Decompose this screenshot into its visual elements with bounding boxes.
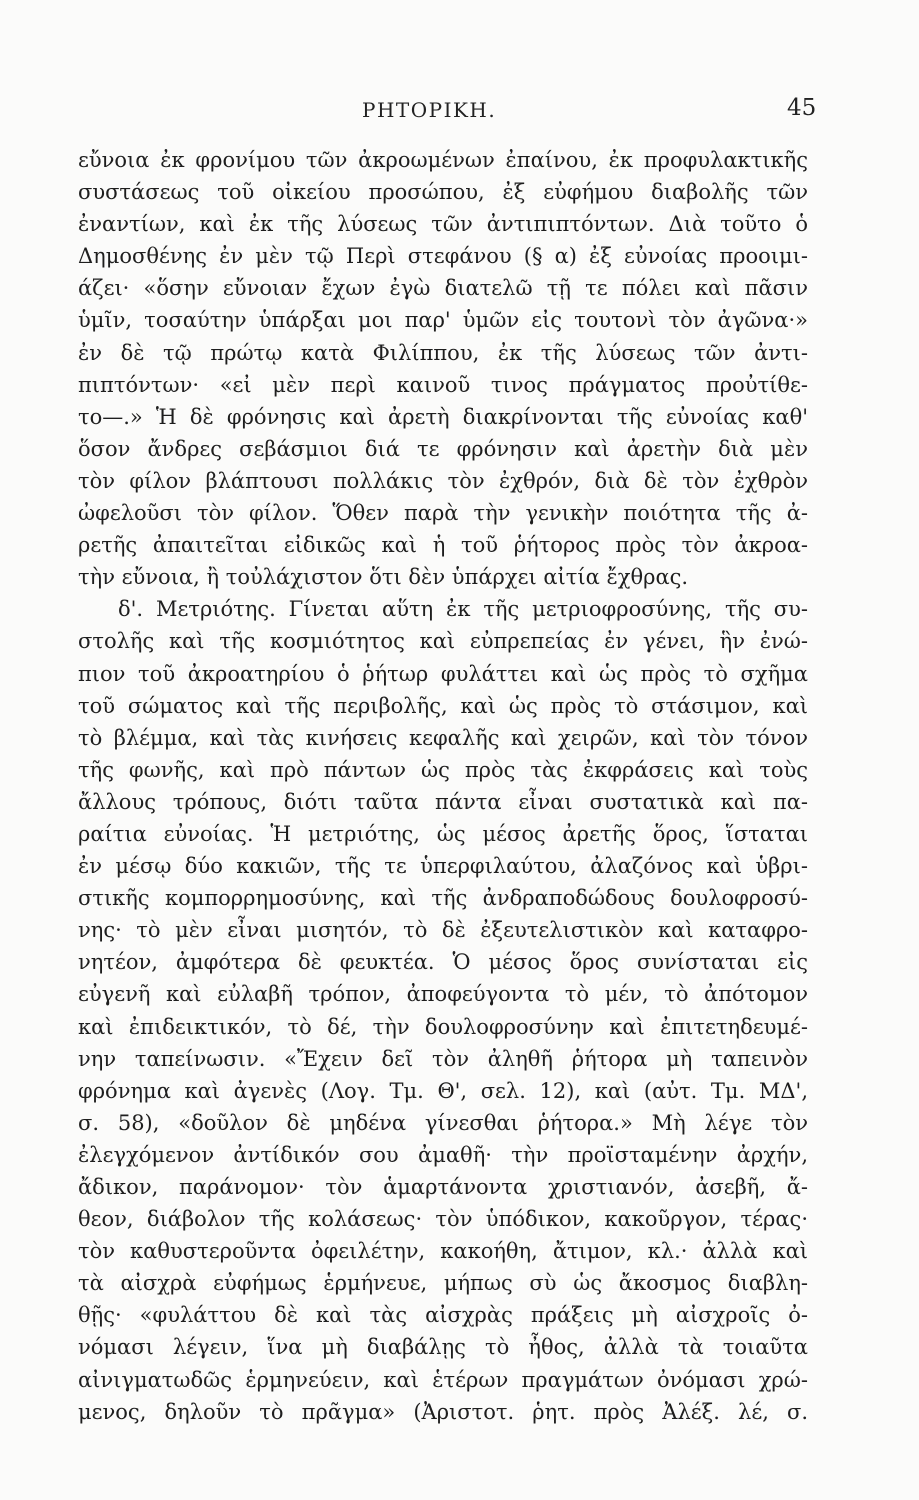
text-line: εὐγενῆ καὶ εὐλαβῆ τρόπον, ἀποφεύγοντα τὸ μέν, τὸ ἀπότομον [78, 982, 808, 1007]
text-line: ἐν δὲ τῷ πρώτῳ κατὰ Φιλίππου, ἐκ τῆς λύσεως τῶν ἀντι- [78, 340, 808, 365]
text-line: θῇς· «φυλάττου δὲ καὶ τὰς αἰσχρὰς πράξεις μὴ αἰσχροῖς ὀ- [78, 1303, 808, 1328]
text-line: μενος, δηλοῦν τὸ πρᾶγμα» (Ἀριστοτ. ῥητ. πρὸς Ἀλέξ. λέ, σ. [78, 1399, 808, 1424]
text-line: τὰ αἰσχρὰ εὐφήμως ἑρμήνευε, μήπως σὺ ὡς ἄκοσμος διαβλη- [78, 1271, 808, 1296]
text-line: ὅσον ἄνδρες σεβάσμιοι διά τε φρόνησιν καὶ ἀρετὴν διὰ μὲν [78, 436, 808, 461]
text-line: ὠφελοῦσι τὸν φίλον. Ὅθεν παρὰ τὴν γενικὴν ποιότητα τῆς ἀ- [78, 501, 808, 526]
text-line: πιπτόντων· «εἰ μὲν περὶ καινοῦ τινος πράγματος προὐτίθε- [78, 372, 808, 397]
section-heading-line: δ'. Μετριότης. Γίνεται αὕτη ἐκ τῆς μετριοφροσύνης, τῆς συ- [118, 597, 808, 622]
text-line: τῆς φωνῆς, καὶ πρὸ πάντων ὡς πρὸς τὰς ἐκφράσεις καὶ τοὺς [78, 757, 808, 782]
running-title: ΡΗΤΟΡΙΚΗ. [362, 98, 497, 122]
text-line: συστάσεως τοῦ οἰκείου προσώπου, ἐξ εὐφήμου διαβολῆς τῶν [78, 180, 808, 205]
text-line: ραίτια εὐνοίας. Ἡ μετριότης, ὡς μέσος ἀρετῆς ὅρος, ἵσταται [78, 821, 808, 846]
text-line: θεον, διάβολον τῆς κολάσεως· τὸν ὑπόδικον, κακοῦργον, τέρας· [78, 1207, 808, 1232]
text-line: το—.» Ἡ δὲ φρόνησις καὶ ἀρετὴ διακρίνονται τῆς εὐνοίας καθ' [78, 404, 808, 429]
text-line: ἐλεγχόμενον ἀντίδικόν σου ἀμαθῆ· τὴν προϊσταμένην ἀρχήν, [78, 1142, 808, 1167]
text-line: σ. 58), «δοῦλον δὲ μηδένα γίνεσθαι ῥήτορα.» Μὴ λέγε τὸν [78, 1110, 808, 1135]
text-line: νης· τὸ μὲν εἶναι μισητόν, τὸ δὲ ἐξευτελιστικὸν καὶ καταφρο- [78, 918, 808, 943]
text-line: ὑμῖν, τοσαύτην ὑπάρξαι μοι παρ' ὑμῶν εἰς τουτονὶ τὸν ἀγῶνα·» [78, 308, 808, 333]
text-line: τὸ βλέμμα, καὶ τὰς κινήσεις κεφαλῆς καὶ χειρῶν, καὶ τὸν τόνον [78, 725, 808, 750]
text-line: εὔνοια ἐκ φρονίμου τῶν ἀκροωμένων ἐπαίνου, ἐκ προφυλακτικῆς [78, 148, 808, 172]
text-line: στολῆς καὶ τῆς κοσμιότητος καὶ εὐπρεπείας ἐν γένει, ἣν ἐνώ- [78, 629, 808, 654]
text-line: πιον τοῦ ἀκροατηρίου ὁ ῥήτωρ φυλάττει καὶ ὡς πρὸς τὸ σχῆμα [78, 661, 808, 686]
page-number: 45 [787, 95, 817, 121]
text-line: Δημοσθένης ἐν μὲν τῷ Περὶ στεφάνου (§ α) ἐξ εὐνοίας προοιμι- [78, 244, 808, 269]
text-line: νόμασι λέγειν, ἵνα μὴ διαβάλῃς τὸ ἦθος, ἀλλὰ τὰ τοιαῦτα [78, 1335, 808, 1360]
text-line: άζει· «ὅσην εὔνοιαν ἔχων ἐγὼ διατελῶ τῇ τε πόλει καὶ πᾶσιν [78, 276, 808, 301]
body-text [78, 144, 808, 1428]
text-line: νητέον, ἀμφότερα δὲ φευκτέα. Ὁ μέσος ὅρος συνίσταται εἰς [78, 950, 808, 975]
text-line: τὴν εὔνοια, ἢ τοὐλάχιστον ὅτι δὲν ὑπάρχει αἰτία ἔχθρας. [78, 565, 689, 590]
text-line: νην ταπείνωσιν. «Ἔχειν δεῖ τὸν ἀληθῆ ῥήτορα μὴ ταπεινὸν [78, 1046, 808, 1071]
text-line: τοῦ σώματος καὶ τῆς περιβολῆς, καὶ ὡς πρὸς τὸ στάσιμον, καὶ [78, 693, 808, 718]
text-line: ἄλλους τρόπους, διότι ταῦτα πάντα εἶναι συστατικὰ καὶ πα- [78, 789, 808, 814]
text-line: ἐναντίων, καὶ ἐκ τῆς λύσεως τῶν ἀντιπιπτόντων. Διὰ τοῦτο ὁ [78, 212, 808, 237]
text-line: ρετῆς ἀπαιτεῖται εἰδικῶς καὶ ἡ τοῦ ῥήτορος πρὸς τὸν ἀκροα- [78, 533, 808, 558]
text-line: ἐν μέσῳ δύο κακιῶν, τῆς τε ὑπερφιλαύτου, ἀλαζόνος καὶ ὑβρι- [78, 854, 808, 879]
text-line: τὸν καθυστεροῦντα ὀφειλέτην, κακοήθη, ἄτιμον, κλ.· ἀλλὰ καὶ [78, 1239, 808, 1264]
text-line: αἰνιγματωδῶς ἑρμηνεύειν, καὶ ἑτέρων πραγμάτων ὀνόμασι χρώ- [78, 1367, 808, 1392]
text-line: φρόνημα καὶ ἀγενὲς (Λογ. Τμ. Θ', σελ. 12), καὶ (αὐτ. Τμ. ΜΔ', [78, 1078, 808, 1103]
text-line: ἄδικον, παράνομον· τὸν ἁμαρτάνοντα χριστιανόν, ἀσεβῆ, ἄ- [78, 1175, 808, 1199]
text-line: τὸν φίλον βλάπτουσι πολλάκις τὸν ἐχθρόν, διὰ δὲ τὸν ἐχθρὸν [78, 468, 808, 493]
text-line: στικῆς κομπορρημοσύνης, καὶ τῆς ἀνδραποδώδους δουλοφροσύ- [78, 886, 808, 911]
text-line: καὶ ἐπιδεικτικόν, τὸ δέ, τὴν δουλοφροσύνην καὶ ἐπιτετηδευμέ- [78, 1014, 808, 1039]
